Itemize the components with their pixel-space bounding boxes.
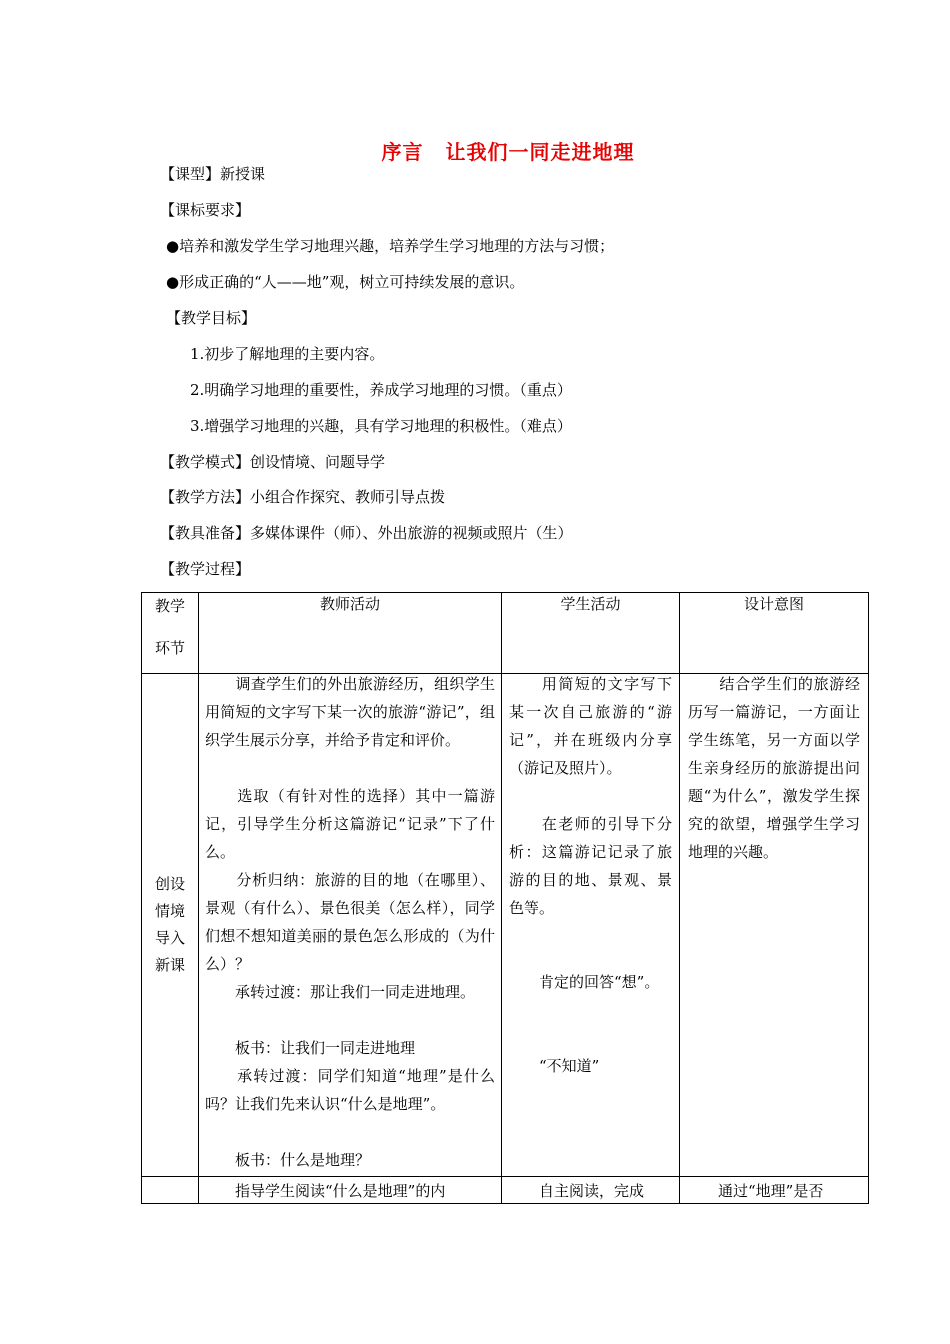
stage-line: 新课 [154, 956, 185, 974]
teacher-paragraph: 指导学生阅读“什么是地理”的内 [205, 1182, 446, 1200]
course-type: 【课型】新授课 [160, 165, 266, 183]
teaching-tools: 【教具准备】多媒体课件（师）、外出旅游的视频或照片（生） [160, 524, 573, 542]
header-stage-line-2: 环节 [154, 639, 185, 657]
header-student: 学生活动 [502, 593, 680, 674]
standard-label: 【课标要求】 [160, 201, 251, 219]
student-paragraph: 用简短的文字写下某一次自己旅游的“游记”，并在班级内分享（游记及照片）。 [509, 675, 672, 777]
stage-cell-empty [142, 1177, 199, 1204]
table-header-row [142, 593, 869, 674]
teacher-paragraph: 选取（有针对性的选择）其中一篇游记，引导学生分析这篇游记“记录”下了什么。 [205, 787, 495, 861]
title-part-1: 序言 [381, 140, 424, 164]
teacher-paragraph: 板书：什么是地理？ [205, 1151, 371, 1169]
goal-item-1: 1.初步了解地理的主要内容。 [190, 345, 385, 363]
header-stage-line-1: 教学 [154, 597, 185, 615]
process-label: 【教学过程】 [160, 560, 251, 578]
goals-label: 【教学目标】 [166, 309, 257, 327]
student-paragraph: 肯定的回答“想”。 [509, 973, 660, 991]
student-activity-cell [502, 1177, 680, 1204]
goal-item-3: 3.增强学习地理的兴趣，具有学习地理的积极性。（难点） [190, 417, 572, 435]
teacher-activity-cell [199, 1177, 502, 1204]
design-intent-cell [680, 1177, 869, 1204]
stage-cell [142, 674, 199, 1177]
student-activity-cell [502, 674, 680, 1177]
teacher-activity-cell [199, 674, 502, 1177]
table-row [142, 1177, 869, 1204]
design-paragraph: 结合学生们的旅游经历写一篇游记，一方面让学生练笔，另一方面以学生亲身经历的旅游提出问题“为什么”，激发学生探究的欲望，增强学生学习地理的兴趣。 [688, 675, 860, 861]
page-title [0, 136, 950, 165]
header-design: 设计意图 [680, 593, 869, 674]
design-paragraph: 通过“地理”是否 [688, 1182, 824, 1200]
teaching-method: 【教学方法】小组合作探究、教师引导点拨 [160, 488, 446, 506]
goal-item-2: 2.明确学习地理的重要性，养成学习地理的习惯。（重点） [190, 381, 572, 399]
student-paragraph: 在老师的引导下分析：这篇游记记录了旅游的目的地、景观、景色等。 [509, 815, 672, 917]
stage-line: 创设 [154, 875, 185, 893]
design-intent-cell [680, 674, 869, 1177]
teacher-paragraph: 板书：让我们一同走进地理 [205, 1039, 416, 1057]
stage-line: 导入 [154, 929, 185, 947]
lesson-process-table [141, 592, 869, 1204]
teaching-mode: 【教学模式】创设情境、问题导学 [160, 453, 386, 471]
student-paragraph: “不知道” [509, 1057, 600, 1075]
header-stage [142, 593, 199, 674]
table-row [142, 674, 869, 1177]
stage-line: 情境 [154, 902, 185, 920]
teacher-paragraph: 分析归纳：旅游的目的地（在哪里）、景观（有什么）、景色很美（怎么样），同学们想不想知道美丽的景色怎么形成的（为什么）？ [205, 871, 495, 973]
title-part-2: 让我们一同走进地理 [445, 140, 635, 164]
teacher-paragraph: 承转过渡：那让我们一同走进地理。 [205, 983, 476, 1001]
student-paragraph: 自主阅读，完成 [509, 1182, 645, 1200]
teacher-paragraph: 调查学生们的外出旅游经历，组织学生用简短的文字写下某一次的旅游“游记”，组织学生展示分享，并给予肯定和评价。 [205, 675, 495, 749]
header-teacher: 教师活动 [199, 593, 502, 674]
standard-item-2: ●形成正确的“人——地”观，树立可持续发展的意识。 [166, 273, 525, 291]
teacher-paragraph: 承转过渡：同学们知道“地理”是什么吗？让我们先来认识“什么是地理”。 [205, 1067, 495, 1113]
standard-item-1: ●培养和激发学生学习地理兴趣，培养学生学习地理的方法与习惯； [166, 237, 615, 255]
